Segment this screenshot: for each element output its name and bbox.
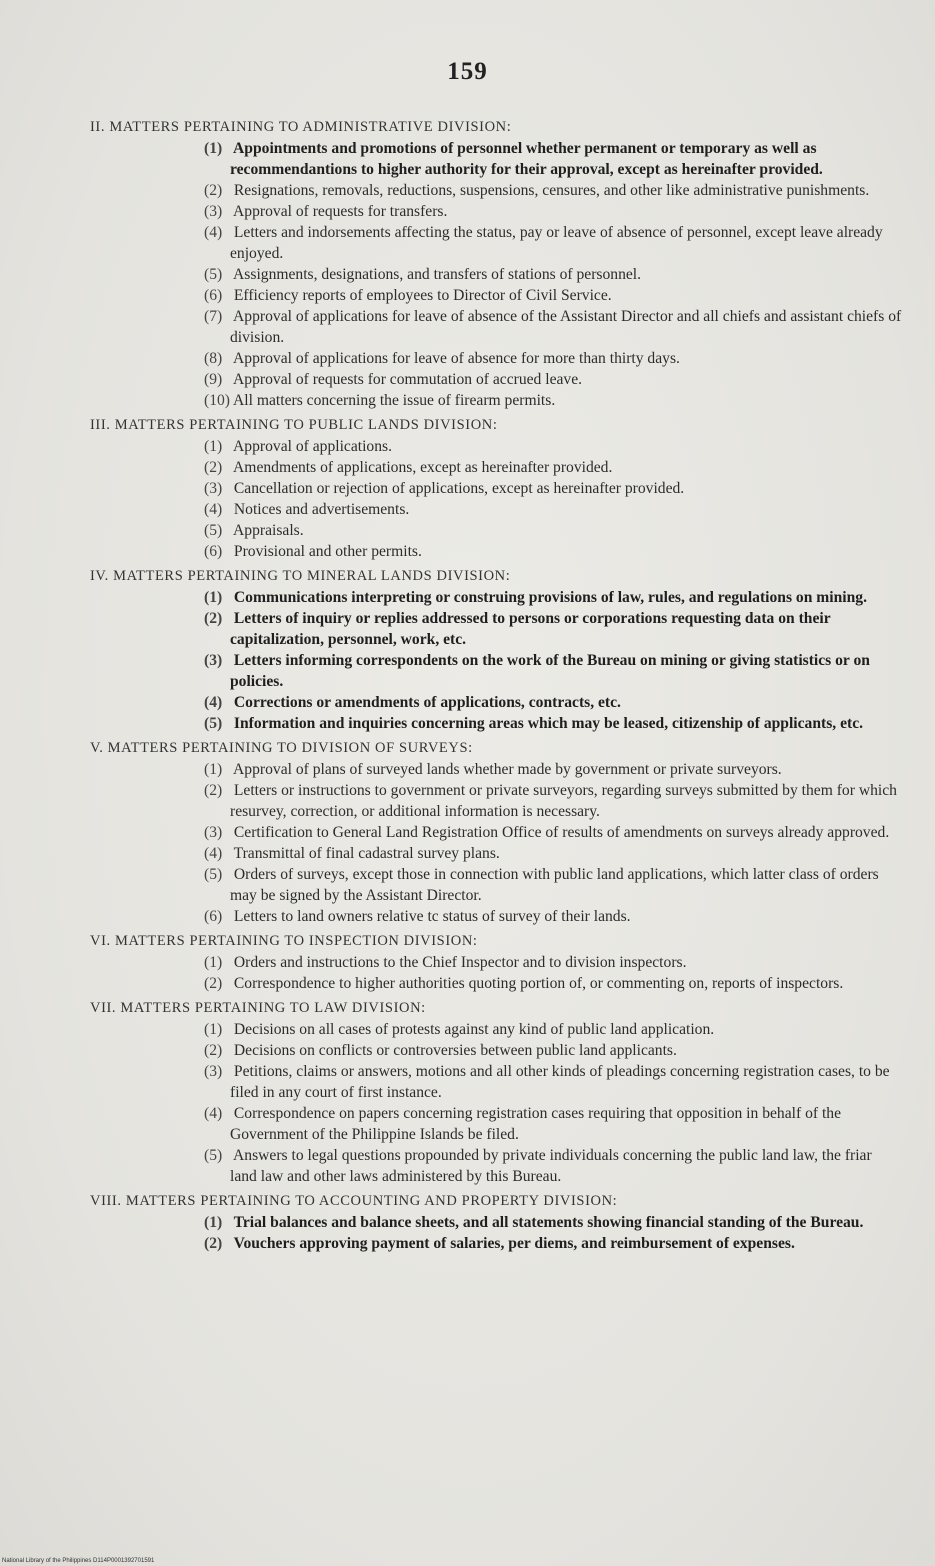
section-numeral: V. (90, 740, 104, 756)
list-item (60, 650, 902, 692)
section-heading (60, 566, 910, 587)
section-numeral: VII. (90, 1000, 117, 1016)
list-item (60, 906, 902, 927)
item-number: (8) (204, 350, 223, 367)
item-text: Provisional and other permits. (233, 543, 422, 560)
list-item (60, 822, 902, 843)
section-6 (60, 931, 910, 994)
item-text: Information and inquiries concerning areas which may be leased, citizenship of applicants, etc. (233, 715, 864, 732)
list-item (60, 587, 902, 608)
item-text: Transmittal of final cadastral survey plans. (233, 845, 500, 862)
item-number: (4) (204, 224, 223, 241)
item-text: Letters or instructions to government or private surveyors, regarding surveys submitted by them for which resurvey, correction, or additional information is necessary. (230, 782, 897, 820)
item-number: (2) (204, 1042, 223, 1059)
item-text: Orders of surveys, except those in connection with public land applications, which latter class of orders may be signed by the Assistant Director. (230, 866, 879, 904)
item-number: (3) (204, 480, 223, 497)
section-heading (60, 738, 910, 759)
item-number: (6) (204, 908, 223, 925)
list-item (60, 1233, 902, 1254)
section-7 (60, 998, 910, 1187)
item-text: Approval of requests for commutation of accrued leave. (233, 371, 583, 388)
list-item (60, 180, 902, 201)
section-8 (60, 1191, 910, 1254)
item-number: (3) (204, 652, 223, 669)
section-heading (60, 931, 910, 952)
item-text: Orders and instructions to the Chief Inspector and to division inspectors. (233, 954, 687, 971)
item-number: (6) (204, 287, 223, 304)
section-numeral: II. (90, 119, 106, 135)
list-item (60, 1040, 902, 1061)
document-body (60, 117, 910, 1254)
item-number: (5) (204, 522, 223, 539)
item-number: (1) (204, 1214, 223, 1231)
item-text: Corrections or amendments of applications, contracts, etc. (233, 694, 621, 711)
item-text: Letters informing correspondents on the work of the Bureau on mining or giving statistics or on policies. (230, 652, 870, 690)
item-text: Decisions on conflicts or controversies between public land applicants. (233, 1042, 677, 1059)
item-text: Vouchers approving payment of salaries, per diems, and reimbursement of expenses. (233, 1235, 795, 1252)
section-heading (60, 415, 910, 436)
archive-footer: National Library of the Philippines D114P0001392701591 (2, 1558, 155, 1564)
list-item (60, 973, 902, 994)
item-number: (9) (204, 371, 223, 388)
list-item (60, 1061, 902, 1103)
item-number: (2) (204, 182, 223, 199)
section-4 (60, 566, 910, 734)
item-text: Letters and indorsements affecting the status, pay or leave of absence of personnel, except leave already enjoyed. (230, 224, 883, 262)
section-3 (60, 415, 910, 562)
item-text: Correspondence on papers concerning registration cases requiring that opposition in behalf of the Government of the Philippine Islands be filed. (230, 1105, 842, 1143)
item-number: (5) (204, 1147, 223, 1164)
list-item (60, 1103, 902, 1145)
item-number: (5) (204, 866, 223, 883)
item-number: (1) (204, 589, 223, 606)
list-item (60, 348, 902, 369)
item-text: Appraisals. (233, 522, 304, 539)
list-item (60, 864, 902, 906)
item-number: (4) (204, 1105, 223, 1122)
section-numeral: VI. (90, 933, 111, 949)
section-title: MATTERS PERTAINING TO LAW DIVISION: (120, 1000, 426, 1016)
item-number: (1) (204, 954, 223, 971)
list-item (60, 436, 902, 457)
item-text: Certification to General Land Registration Office of results of amendments on surveys already approved. (233, 824, 890, 841)
item-text: Approval of requests for transfers. (233, 203, 448, 220)
list-item (60, 1212, 902, 1233)
section-numeral: IV. (90, 568, 109, 584)
item-text: Answers to legal questions propounded by private individuals concerning the public land law, the friar land law and other laws administered by this Bureau. (230, 1147, 872, 1185)
section-heading (60, 998, 910, 1019)
item-number: (6) (204, 543, 223, 560)
list-item (60, 390, 902, 411)
section-title: MATTERS PERTAINING TO PUBLIC LANDS DIVISION: (114, 417, 498, 433)
item-number: (1) (204, 1021, 223, 1038)
list-item (60, 952, 902, 973)
list-item (60, 285, 902, 306)
item-text: Assignments, designations, and transfers of stations of personnel. (233, 266, 642, 283)
item-number: (1) (204, 761, 223, 778)
item-number: (3) (204, 1063, 223, 1080)
section-2 (60, 117, 910, 411)
item-text: Trial balances and balance sheets, and all statements showing financial standing of the Bureau. (233, 1214, 864, 1231)
item-text: Letters to land owners relative tc status of survey of their lands. (233, 908, 631, 925)
section-5 (60, 738, 910, 927)
list-item (60, 759, 902, 780)
item-text: Notices and advertisements. (233, 501, 410, 518)
list-item (60, 306, 902, 348)
item-number: (2) (204, 459, 223, 476)
section-heading (60, 117, 910, 138)
list-item (60, 692, 902, 713)
item-number: (2) (204, 782, 223, 799)
item-number: (4) (204, 501, 223, 518)
item-number: (2) (204, 975, 223, 992)
item-text: Resignations, removals, reductions, suspensions, censures, and other like administrative punishments. (233, 182, 870, 199)
section-numeral: III. (90, 417, 111, 433)
section-title: MATTERS PERTAINING TO ADMINISTRATIVE DIVISION: (109, 119, 512, 135)
section-title: MATTERS PERTAINING TO MINERAL LANDS DIVISION: (113, 568, 511, 584)
item-number: (2) (204, 1235, 223, 1252)
list-item (60, 222, 902, 264)
item-text: Amendments of applications, except as hereinafter provided. (233, 459, 613, 476)
item-number: (1) (204, 140, 223, 157)
item-text: Efficiency reports of employees to Director of Civil Service. (233, 287, 612, 304)
list-item (60, 713, 902, 734)
item-text: Approval of plans of surveyed lands whether made by government or private surveyors. (233, 761, 782, 778)
list-item (60, 457, 902, 478)
list-item (60, 1019, 902, 1040)
item-number: (4) (204, 694, 223, 711)
item-text: Petitions, claims or answers, motions and all other kinds of pleadings concerning registration cases, to be filed in any court of first instance. (230, 1063, 890, 1101)
item-number: (10) (204, 392, 230, 409)
item-text: Approval of applications for leave of absence for more than thirty days. (233, 350, 680, 367)
section-title: MATTERS PERTAINING TO ACCOUNTING AND PROPERTY DIVISION: (125, 1193, 618, 1209)
item-text: Cancellation or rejection of applications, except as hereinafter provided. (233, 480, 685, 497)
item-text: Approval of applications. (233, 438, 392, 455)
list-item (60, 780, 902, 822)
list-item (60, 138, 902, 180)
item-number: (2) (204, 610, 223, 627)
item-number: (3) (204, 203, 223, 220)
item-text: All matters concerning the issue of firearm permits. (233, 392, 556, 409)
item-text: Letters of inquiry or replies addressed to persons or corporations requesting data on their capitalization, personnel, work, etc. (230, 610, 831, 648)
list-item (60, 520, 902, 541)
item-number: (3) (204, 824, 223, 841)
section-heading (60, 1191, 910, 1212)
list-item (60, 499, 902, 520)
page-number: 159 (447, 58, 488, 85)
list-item (60, 369, 902, 390)
list-item (60, 541, 902, 562)
list-item (60, 478, 902, 499)
item-text: Appointments and promotions of personnel whether permanent or temporary as well as recommendantions to higher authority for their approval, except as hereinafter provided. (230, 140, 823, 178)
item-number: (1) (204, 438, 223, 455)
item-number: (7) (204, 308, 223, 325)
item-text: Decisions on all cases of protests against any kind of public land application. (233, 1021, 715, 1038)
item-number: (5) (204, 266, 223, 283)
section-numeral: VIII. (90, 1193, 122, 1209)
list-item (60, 1145, 902, 1187)
item-text: Correspondence to higher authorities quoting portion of, or commenting on, reports of inspectors. (233, 975, 844, 992)
item-number: (4) (204, 845, 223, 862)
list-item (60, 264, 902, 285)
item-number: (5) (204, 715, 223, 732)
section-title: MATTERS PERTAINING TO DIVISION OF SURVEYS: (107, 740, 473, 756)
item-text: Approval of applications for leave of absence of the Assistant Director and all chiefs and assistant chiefs of division. (230, 308, 902, 346)
list-item (60, 843, 902, 864)
item-text: Communications interpreting or construing provisions of law, rules, and regulations on mining. (233, 589, 867, 606)
section-title: MATTERS PERTAINING TO INSPECTION DIVISION: (114, 933, 478, 949)
list-item (60, 608, 902, 650)
list-item (60, 201, 902, 222)
